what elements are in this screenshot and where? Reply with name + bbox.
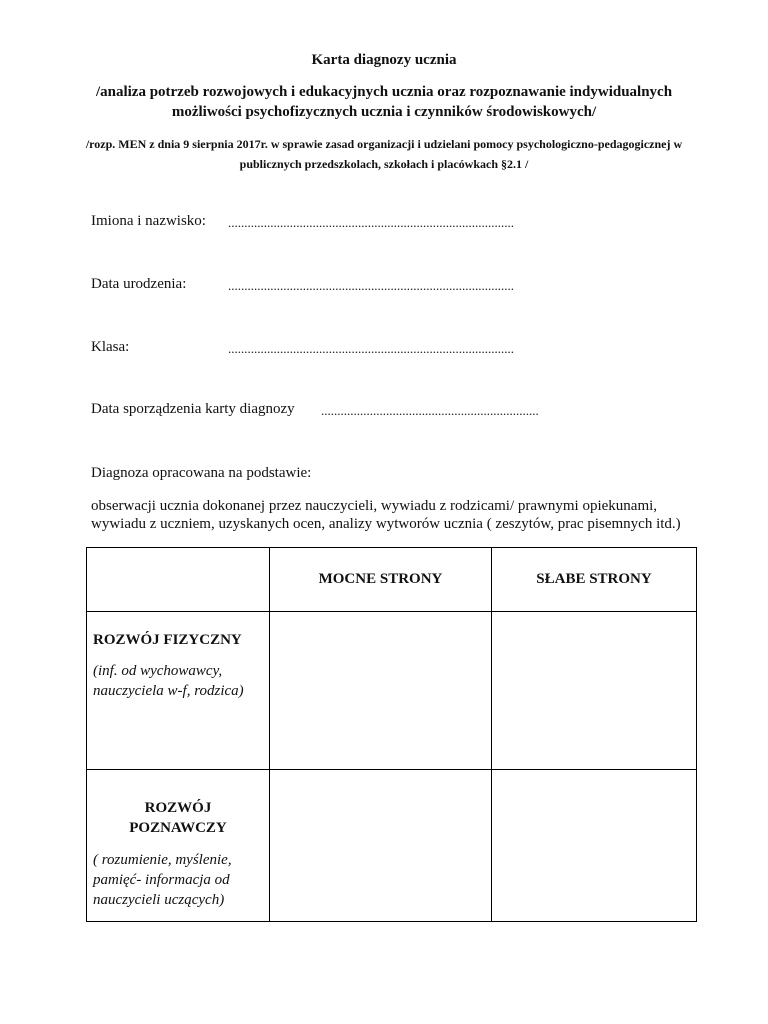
row-label-physical xyxy=(87,612,270,770)
physical-strengths-cell[interactable] xyxy=(270,612,492,770)
row-label-cognitive xyxy=(87,770,270,922)
name-dots[interactable]: ........................................................................................ xyxy=(228,215,514,230)
birth-date-dots[interactable]: ........................................................................................ xyxy=(228,278,514,293)
document-subtitle: /analiza potrzeb rozwojowych i edukacyjnych ucznia oraz rozpoznawanie indywidualnych możliwości psychofizycznych ucznia i czynników środowiskowych/ xyxy=(95,84,673,120)
cognitive-strengths-cell[interactable] xyxy=(270,770,492,922)
legal-basis: /rozp. MEN z dnia 9 sierpnia 2017r. w sprawie zasad organizacji i udzielani pomocy psychologiczno-pedagogicznej w publicznych przedszkolach, szkołach i placówkach §2.1 / xyxy=(85,137,683,171)
class-dots[interactable]: ........................................................................................ xyxy=(228,341,514,356)
diagnosis-table xyxy=(86,547,697,922)
table-row xyxy=(87,612,697,770)
header-empty-cell xyxy=(87,548,270,612)
diagnosis-date-dots[interactable]: ................................................................... xyxy=(321,403,539,418)
birth-date-label: Data urodzenia: xyxy=(91,276,187,292)
table-header-row xyxy=(87,548,697,612)
basis-text: obserwacji ucznia dokonanej przez nauczycieli, wywiadu z rodzicami/ prawnymi opiekunami, wywiadu z uczniem, uzyskanych ocen, analizy wytworów ucznia ( zeszytów, prac pisemnych itd.) xyxy=(91,498,681,532)
name-label: Imiona i nazwisko: xyxy=(91,213,206,229)
document-title: Karta diagnozy ucznia xyxy=(311,52,457,68)
row-title: ROZWÓJ FIZYCZNY xyxy=(93,632,242,648)
row-title: ROZWÓJ POZNAWCZY xyxy=(129,800,227,836)
row-note: (inf. od wychowawcy, nauczyciela w-f, rodzica) xyxy=(93,663,244,699)
header-weaknesses: SŁABE STRONY xyxy=(492,548,697,612)
class-label: Klasa: xyxy=(91,339,130,355)
diagnosis-date-label: Data sporządzenia karty diagnozy xyxy=(91,401,295,417)
physical-weaknesses-cell[interactable] xyxy=(492,612,697,770)
basis-heading: Diagnoza opracowana na podstawie: xyxy=(91,465,312,481)
row-note: ( rozumienie, myślenie, pamięć- informacja od nauczycieli uczących) xyxy=(93,852,232,908)
header-strengths: MOCNE STRONY xyxy=(270,548,492,612)
cognitive-weaknesses-cell[interactable] xyxy=(492,770,697,922)
table-row xyxy=(87,770,697,922)
